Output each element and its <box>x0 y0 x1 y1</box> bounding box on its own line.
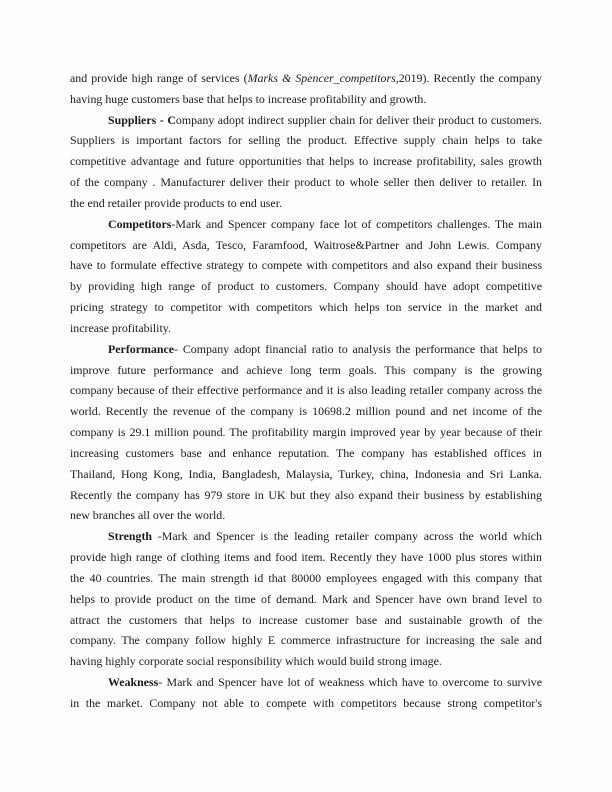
text-line <box>70 214 542 235</box>
text-line <box>70 276 542 297</box>
paragraph <box>70 526 542 672</box>
text-run: Performance <box>108 341 175 356</box>
text-line <box>70 610 542 631</box>
text-run: company. The company follow highly E commerce infrastructure for increasing the sale and <box>70 633 542 648</box>
text-run: - Mark and Spencer have lot of weakness which have to overcome to survive <box>158 675 542 690</box>
text-line <box>70 589 542 610</box>
text-line <box>70 151 542 172</box>
paragraph <box>70 672 542 714</box>
text-line <box>70 89 542 110</box>
text-run: Thailand, Hong Kong, India, Bangladesh, Malaysia, Turkey, china, Indonesia and Sri Lanka. <box>70 466 542 481</box>
text-line <box>70 526 542 547</box>
text-line <box>70 339 542 360</box>
text-run: the 40 countries. The main strength id that 80000 employees engaged with this company that <box>70 570 542 585</box>
text-run: -Mark and Spencer is the leading retailer company across the world which <box>152 529 542 544</box>
text-line <box>70 422 542 443</box>
text-run: competitors are Aldi, Asda, Tesco, Faramfood, Waitrose&Partner and John Lewis. Company <box>70 237 542 252</box>
text-line <box>70 193 542 214</box>
text-run: ompany adopt indirect supplier chain for deliver their product to customers. <box>175 112 543 127</box>
text-run: company is 29.1 million pound. The profitability margin improved year by year because of their <box>70 425 542 440</box>
text-run: Suppliers - C <box>108 112 176 127</box>
paragraph <box>70 68 542 110</box>
paragraph <box>70 110 542 214</box>
text-run: improve future performance and achieve long term goals. This company is the growing <box>70 362 542 377</box>
text-run: the end retailer provide products to end user. <box>70 195 282 210</box>
text-line <box>70 110 542 131</box>
text-line <box>70 505 542 526</box>
paragraph <box>70 339 542 526</box>
text-line <box>70 255 542 276</box>
text-line <box>70 401 542 422</box>
text-run: world. Recently the revenue of the company is 10698.2 million pound and net income of the <box>70 404 542 419</box>
text-line <box>70 464 542 485</box>
text-run: pricing strategy to competitor with competitors which helps ton service in the market and <box>70 300 542 315</box>
text-run: helps to provide product on the time of demand. Mark and Spencer have own brand level to <box>70 591 542 606</box>
text-line <box>70 693 542 714</box>
text-line <box>70 485 542 506</box>
text-line <box>70 360 542 381</box>
text-run: provide high range of clothing items and food item. Recently they have 1000 plus stores within <box>70 550 542 565</box>
text-line <box>70 235 542 256</box>
text-run: -Mark and Spencer company face lot of competitors challenges. The main <box>171 216 542 231</box>
text-line <box>70 68 542 89</box>
text-run: attract the customers that helps to increase customer base and sustainable growth of the <box>70 612 542 627</box>
text-line <box>70 568 542 589</box>
text-line <box>70 547 542 568</box>
text-line <box>70 318 542 339</box>
text-run: Recently the company has 979 store in UK but they also expand their business by establishing <box>70 487 542 502</box>
text-line <box>70 651 542 672</box>
text-run: ,2019). Recently the company <box>395 71 542 85</box>
text-line <box>70 297 542 318</box>
text-run: Weakness <box>108 675 159 690</box>
text-line <box>70 672 542 693</box>
text-run: increasing customers base and enhance reputation. The company has established offices in <box>70 445 542 460</box>
text-run: in the market. Company not able to compete with competitors because strong competitor's <box>70 695 542 710</box>
text-line <box>70 630 542 651</box>
text-run: by providing high range of product to customers. Company should have adopt competitive <box>70 279 542 294</box>
text-line <box>70 130 542 151</box>
text-run: and provide high range of services ( <box>70 71 248 85</box>
text-run: have to formulate effective strategy to compete with competitors and also expand their business <box>70 258 542 273</box>
text-line <box>70 380 542 401</box>
text-run: new branches all over the world. <box>70 508 226 523</box>
text-run: having highly corporate social responsibility which would build strong image. <box>70 654 442 669</box>
text-run: Marks & Spencer_competitors <box>247 71 396 85</box>
text-run: Competitors <box>108 216 172 231</box>
text-run: having huge customers base that helps to increase profitability and growth. <box>70 91 427 106</box>
text-run: competitive advantage and future opportunities that helps to increase profitability, sales growth <box>70 154 542 169</box>
text-line <box>70 172 542 193</box>
text-run: Suppliers is important factors for selling the product. Effective supply chain helps to take <box>70 133 542 148</box>
text-line <box>70 443 542 464</box>
text-run: company because of their effective performance and it is also leading retailer company across the <box>70 383 542 398</box>
text-run: increase profitability. <box>70 320 171 335</box>
text-run: - Company adopt financial ratio to analysis the performance that helps to <box>174 341 542 356</box>
text-run: of the company . Manufacturer deliver their product to whole seller then deliver to retailer. In <box>70 175 542 190</box>
text-run: Strength <box>108 529 153 544</box>
document-body <box>70 68 542 714</box>
paragraph <box>70 214 542 339</box>
